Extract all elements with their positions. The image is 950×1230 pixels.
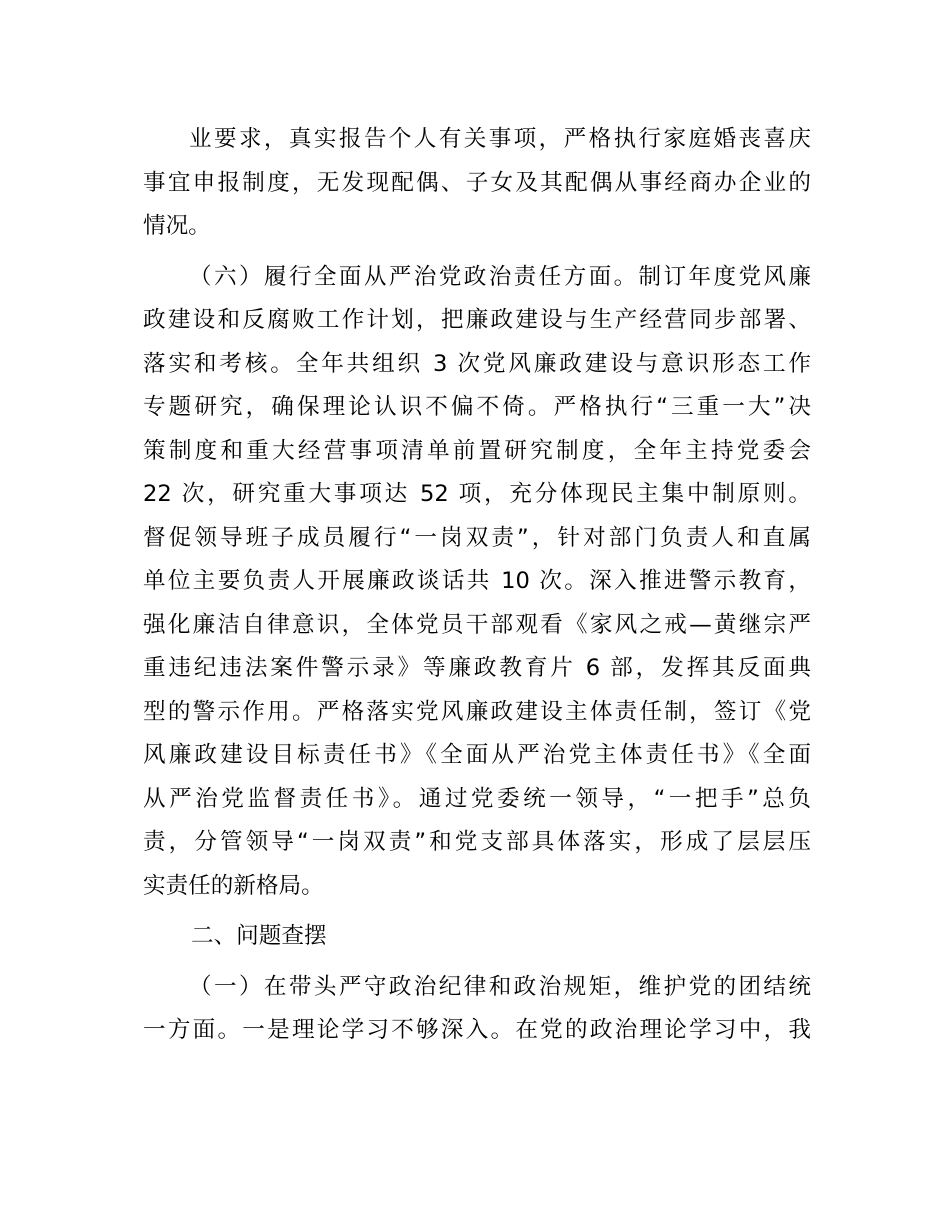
document-body [143,118,811,1053]
text-line: 强化廉洁自律意识，全体党员干部观看《家风之戒—黄继宗严 [143,611,811,638]
text-line: 落实和考核。全年共组织 3 次党风廉政建设与意识形态工作 [143,350,811,377]
text-line: 事宜申报制度，无发现配偶、子女及其配偶从事经商办企业的 [143,169,811,196]
text-line: 专题研究，确保理论认识不偏不倚。严格执行“三重一大”决 [143,394,811,420]
text-line: 实责任的新格局。 [143,872,324,899]
text-line: 重违纪违法案件警示录》等廉政教育片 6 部，发挥其反面典 [143,655,811,681]
text-line: 业要求，真实报告个人有关事项，严格执行家庭婚丧喜庆 [189,126,811,152]
text-line: 型的警示作用。严格落实党风廉政建设主体责任制，签订《党 [143,698,811,725]
text-line: 责，分管领导“一岗双责”和党支部具体落实，形成了层层压 [143,829,811,855]
text-line: 从严治党监督责任书》。通过党委统一领导，“一把手”总负 [143,785,811,812]
text-line: 一方面。一是理论学习不够深入。在党的政治理论学习中，我 [143,1017,811,1043]
paragraph-responsibility [143,256,811,909]
paragraph-personal-matters [143,118,811,249]
text-line: 22 次，研究重大事项达 52 项，充分体现民主集中制原则。 [143,481,811,507]
text-line: 督促领导班子成员履行“一岗双责”，针对部门负责人和直属 [143,524,811,551]
section-heading: 二、问题查摆 [191,923,327,949]
text-line: 风廉政建设目标责任书》《全面从严治党主体责任书》《全面 [143,742,811,768]
text-line: （六）履行全面从严治党政治责任方面。制订年度党风廉 [189,263,811,290]
paragraph-problems [143,966,811,1053]
text-line: （一）在带头严守政治纪律和政治规矩，维护党的团结统 [189,973,811,1000]
text-line: 策制度和重大经营事项清单前置研究制度，全年主持党委会 [143,437,811,464]
text-line: 政建设和反腐败工作计划，把廉政建设与生产经营同步部署、 [143,307,811,333]
text-line: 单位主要负责人开展廉政谈话共 10 次。深入推进警示教育， [143,568,811,594]
text-line: 情况。 [143,213,211,239]
